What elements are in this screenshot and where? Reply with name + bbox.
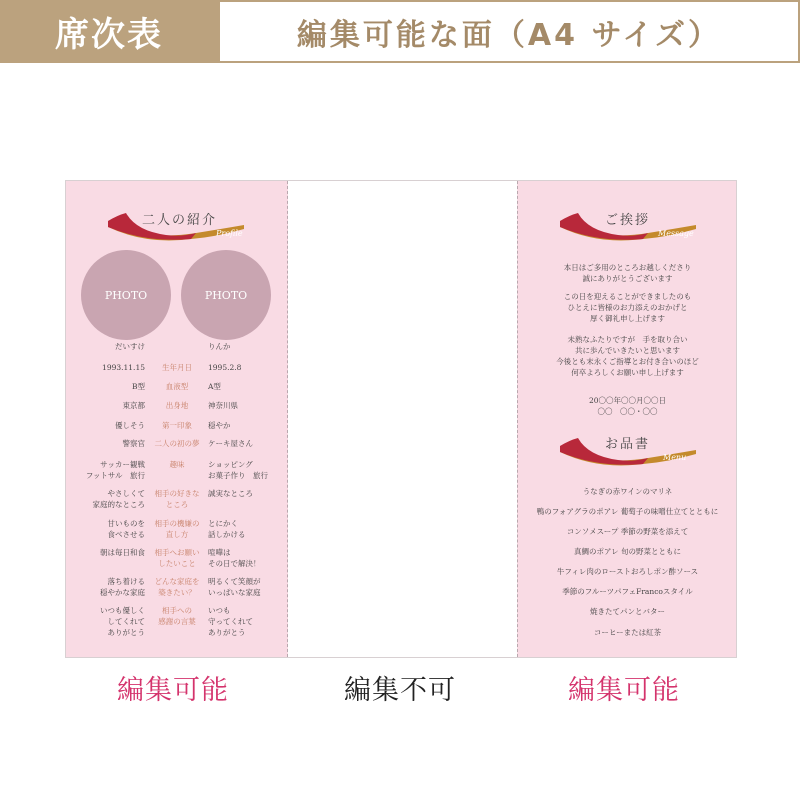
greeting-title: ご挨拶 xyxy=(605,213,651,228)
groom-value: やさしくて 家庭的なところ xyxy=(92,489,145,509)
label-right-editable: 編集可能 xyxy=(568,675,680,706)
groom-value: 甘いものを 食べさせる xyxy=(107,519,145,539)
menu-item: 焼きたてパンとバター xyxy=(590,607,665,616)
menu-item: うなぎの赤ワインのマリネ xyxy=(582,487,673,496)
profile-title: 二人の紹介 xyxy=(142,213,218,228)
profile-question: 生年月日 xyxy=(162,363,192,372)
groom-value: だいすけ xyxy=(115,342,145,351)
menu-item: 牛フィレ肉のローストおろしポン酢ソース xyxy=(556,567,699,576)
bride-value: 明るくて笑顔が いっぱいな家庭 xyxy=(208,577,261,597)
groom-value: 朝は毎日和食 xyxy=(100,548,145,557)
menu-item: 季節のフルーツパフェFrancoスタイル xyxy=(562,587,693,596)
profile-question: 相手の好きな ところ xyxy=(154,489,200,509)
groom-value: B型 xyxy=(131,382,145,391)
greeting-paragraph-1: 本日はご多用のところお越しくださり 誠にありがとうございます xyxy=(563,263,692,283)
profile-question: 二人の初の夢 xyxy=(154,439,200,448)
menu-item: コンソメスープ 季節の野菜を添えて xyxy=(566,527,689,536)
profile-question: 趣味 xyxy=(169,460,185,469)
header-title: 編集可能な面（A4 サイズ） xyxy=(296,17,722,53)
bride-value: 1995.2.8 xyxy=(208,363,242,372)
header-box xyxy=(218,0,800,63)
bride-value: A型 xyxy=(208,382,221,391)
groom-value: いつも優しく してくれて ありがとう xyxy=(100,606,145,637)
groom-value: 優しそう xyxy=(115,421,145,430)
bride-value: いつも 守ってくれて ありがとう xyxy=(208,606,253,637)
profile-question: どんな家庭を 築きたい？ xyxy=(154,577,200,597)
label-left-editable: 編集可能 xyxy=(117,675,229,706)
bride-value: 神奈川県 xyxy=(208,401,238,410)
profile-question: 相手へお願い したいこと xyxy=(154,548,200,568)
left-panel-profile[interactable] xyxy=(66,181,288,657)
groom-value: サッカー観戦 フットサル 旅行 xyxy=(85,460,145,480)
greeting-names: 〇〇 〇〇・〇〇 xyxy=(597,407,658,416)
greeting-script: Message xyxy=(658,229,694,238)
profile-question: 相手の機嫌の 直し方 xyxy=(154,519,200,539)
header-tag: 席次表 xyxy=(0,0,218,63)
greeting-paragraph-2: この日を迎えることができましたのも ひとえに皆様のお力添えのおかげと 厚く御礼申し上げます xyxy=(563,292,692,323)
groom-value: 1993.11.15 xyxy=(102,363,145,372)
label-middle-not-editable: 編集不可 xyxy=(344,675,456,706)
groom-value: 警察官 xyxy=(122,439,145,448)
photo-placeholder-groom[interactable]: PHOTO xyxy=(81,250,171,340)
middle-panel-seating xyxy=(288,181,517,657)
bride-value: 喧嘩は その日で解決！ xyxy=(208,548,261,568)
menu-title: お品書 xyxy=(605,437,651,452)
groom-value: 東京都 xyxy=(122,401,145,410)
profile-question: 出身地 xyxy=(165,401,189,410)
bride-value: とにかく 話しかける xyxy=(208,519,246,539)
a4-sheet-preview xyxy=(65,180,737,658)
profile-question: 相手への 感謝の言葉 xyxy=(158,606,196,626)
profile-script: Profile xyxy=(216,229,243,238)
menu-item: 真鯛のポアレ 旬の野菜とともに xyxy=(573,547,682,556)
greeting-date: 20〇〇年〇〇月〇〇日 xyxy=(588,396,667,405)
profile-question: 血液型 xyxy=(165,382,189,391)
menu-script: Menu xyxy=(663,453,687,462)
bride-value: 誠実なところ xyxy=(208,489,253,498)
menu-item: コーヒーまたは紅茶 xyxy=(593,628,662,637)
menu-item: 鴨のフォアグラのポアレ 葡萄子の味噌仕立てとともに xyxy=(536,507,719,516)
groom-value: 落ち着ける 穏やかな家庭 xyxy=(100,577,145,597)
profile-question: 第一印象 xyxy=(162,421,192,430)
photo-placeholder-bride[interactable]: PHOTO xyxy=(181,250,271,340)
greeting-paragraph-3: 未熟なふたりですが 手を取り合い 共に歩んでいきたいと思います 今後とも末永くご指導とお付き合いのほど 何卒よろしくお願い申し上げます xyxy=(556,335,699,377)
bride-value: 穏やか xyxy=(208,421,231,430)
bride-value: りんか xyxy=(208,342,231,351)
right-panel-message-menu[interactable] xyxy=(517,181,736,657)
bride-value: ケーキ屋さん xyxy=(208,439,253,448)
bride-value: ショッピング お菓子作り 旅行 xyxy=(208,460,268,480)
